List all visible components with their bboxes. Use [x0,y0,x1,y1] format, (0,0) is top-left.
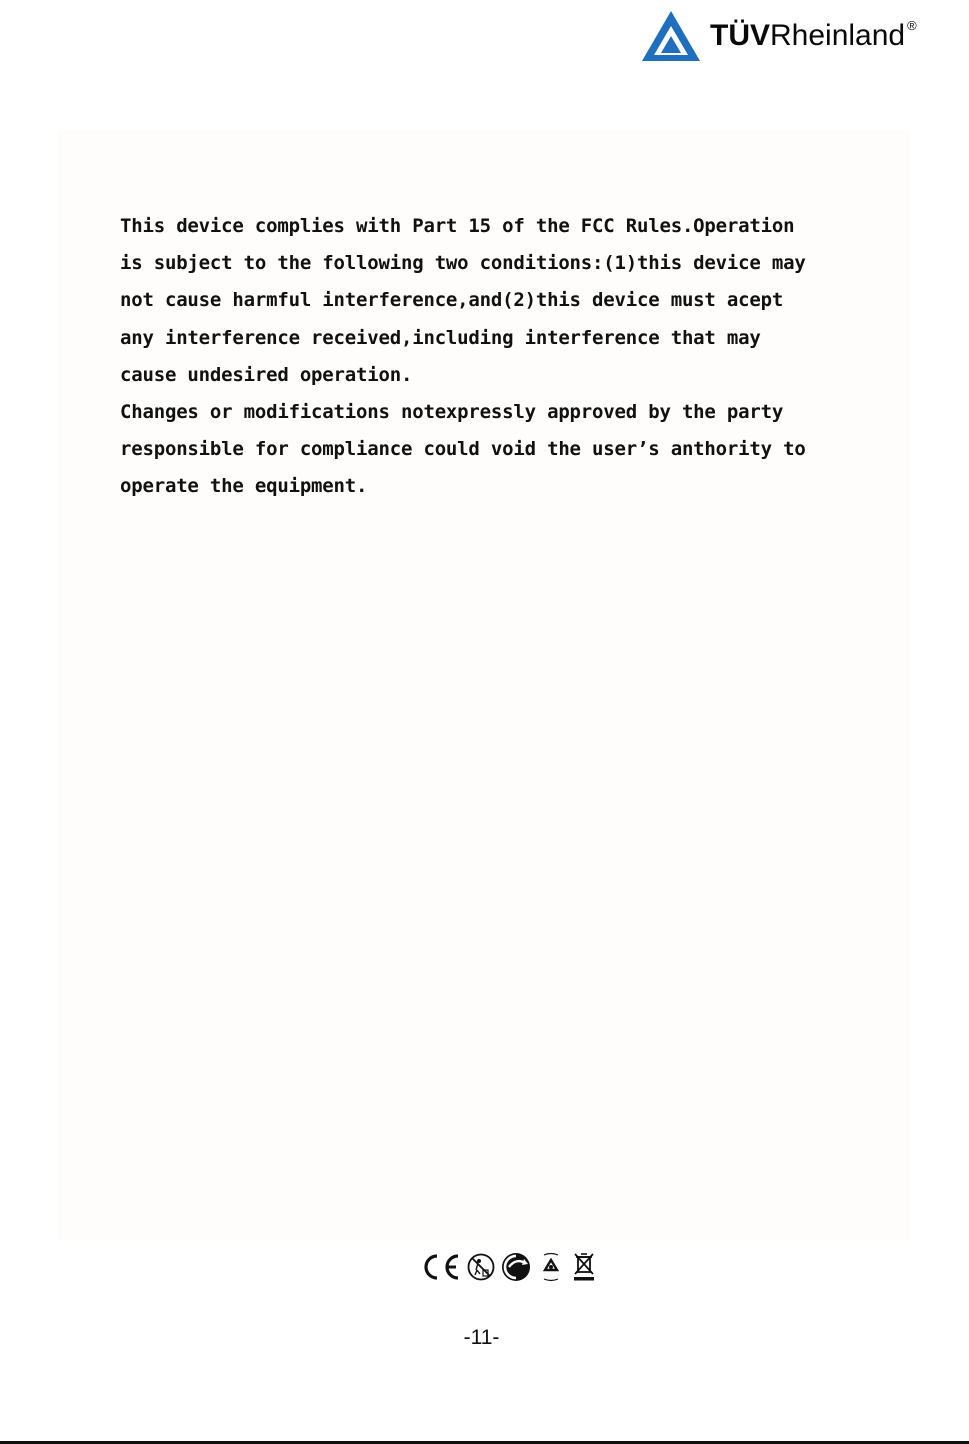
page-number-text: -11- [463,1326,500,1349]
notice-line: cause undesired operation. [120,363,413,386]
no-litter-icon [466,1252,496,1282]
page-number [0,1326,969,1350]
logo-brand-bold: TÜV [710,19,770,52]
compliance-marks [420,1250,598,1284]
please-recycle-icon [536,1251,566,1283]
crossed-bin-icon [570,1251,598,1283]
notice-line: not cause harmful interference,and(2)this device must acept [120,289,784,312]
registered-mark: ® [907,18,917,33]
fcc-notice [120,208,880,506]
notice-line: This device complies with Part 15 of the FCC Rules.Operation [120,215,795,237]
green-dot-icon [500,1251,532,1283]
tuv-triangle-icon [640,9,702,63]
notice-line: operate the equipment. [120,475,368,498]
notice-line: responsible for compliance could void the user’s anthority to [120,438,806,461]
notice-line: is subject to the following two conditions:(1)this device may [120,252,806,275]
logo-brand-regular: Rheinland [770,19,906,52]
ce-mark-icon [420,1252,462,1282]
logo-wordmark [710,18,917,52]
tuv-rheinland-logo [640,8,917,64]
notice-line: any interference received,including interference that may [120,326,761,349]
notice-line: Changes or modifications notexpressly approved by the party [120,401,784,424]
